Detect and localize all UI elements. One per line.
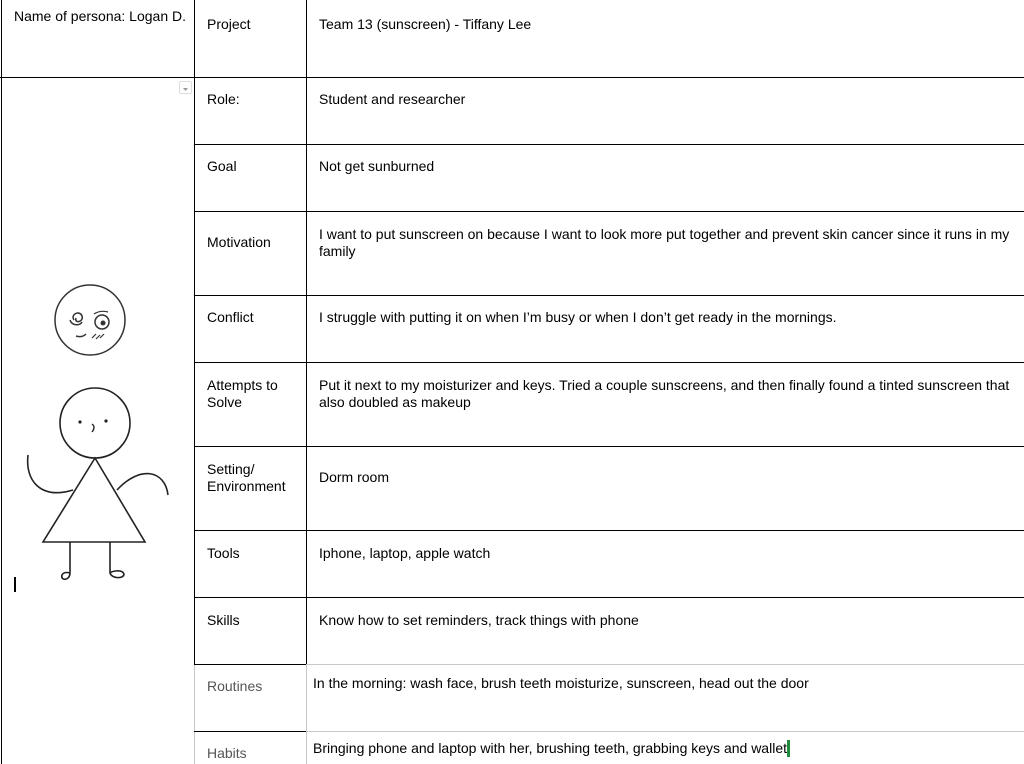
row-label-skills: Skills	[207, 612, 240, 628]
row-label-tools: Tools	[207, 545, 240, 561]
row-value-attempts[interactable]: Put it next to my moisturizer and keys. Tried a couple sunscreens, and then finally found a tinted sunscreen that also doubled as makeup	[319, 377, 1010, 410]
habits-text: Bringing phone and laptop with her, brushing teeth, grabbing keys and wallet	[313, 740, 787, 756]
row-value-conflict[interactable]: I struggle with putting it on when I’m busy or when I don’t get ready in the mornings.	[319, 309, 837, 325]
dropdown-arrow-icon[interactable]	[179, 81, 192, 94]
row-label-attempts: Attempts to Solve	[207, 377, 278, 410]
row-label-habits: Habits	[207, 745, 247, 761]
row-value-goal[interactable]: Not get sunburned	[319, 158, 435, 174]
row-label-routines: Routines	[207, 678, 263, 694]
row-label-project: Project	[207, 16, 251, 32]
row-value-tools[interactable]: Iphone, laptop, apple watch	[319, 545, 491, 561]
row-value-role[interactable]: Student and researcher	[319, 91, 466, 107]
row-label-setting: Setting/ Environment	[207, 461, 286, 494]
row-value-motivation[interactable]: I want to put sunscreen on because I want to look more put together and prevent skin cancer since it runs in my family	[319, 226, 1010, 259]
row-value-setting[interactable]: Dorm room	[319, 469, 390, 485]
stick-figure-sketch	[20, 385, 180, 590]
persona-name-cell[interactable]: Name of persona: Logan D.	[14, 8, 186, 24]
row-value-skills[interactable]: Know how to set reminders, track things with phone	[319, 612, 639, 628]
row-value-habits[interactable]	[313, 740, 790, 757]
text-cursor-icon	[14, 577, 16, 592]
row-label-role: Role:	[207, 91, 240, 107]
row-value-project[interactable]: Team 13 (sunscreen) - Tiffany Lee	[319, 16, 532, 32]
row-label-conflict: Conflict	[207, 309, 254, 325]
row-label-motivation: Motivation	[207, 234, 271, 250]
row-label-goal: Goal	[207, 158, 237, 174]
row-value-routines[interactable]: In the morning: wash face, brush teeth moisturize, sunscreen, head out the door	[313, 675, 809, 691]
text-cursor-icon	[787, 740, 790, 757]
emoji-face-sketch	[50, 280, 130, 360]
